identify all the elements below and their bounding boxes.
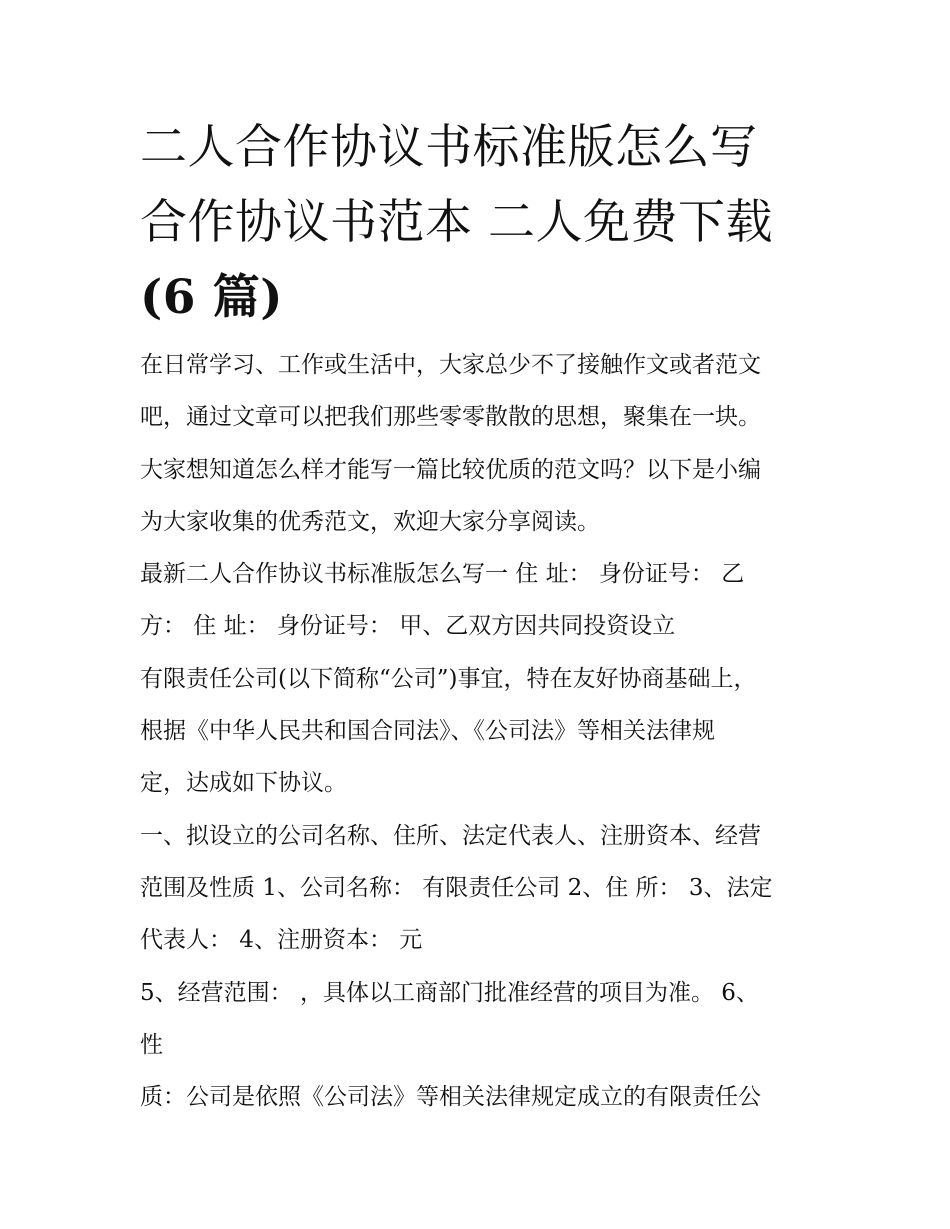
purpose-paragraph xyxy=(140,653,820,810)
business-scope-paragraph xyxy=(140,967,820,1072)
text-line: 范围及性质 1、公司名称： 有限责任公司 2、住 所： 3、法定 xyxy=(140,874,773,901)
text-line: 5、经营范围： ，具体以工商部门批准经营的项目为准。 6、 xyxy=(140,979,759,1006)
text-line: 吧，通过文章可以把我们那些零零散散的思想，聚集在一块。 xyxy=(140,404,761,431)
text-line: 质：公司是依照《公司法》等相关法律规定成立的有限责任公 xyxy=(140,1084,761,1111)
text-line: 大家想知道怎么样才能写一篇比较优质的范文吗？以下是小编 xyxy=(140,456,761,483)
text-line: 方： 住 址： 身份证号： 甲、乙双方因共同投资设立 xyxy=(140,613,676,640)
text-line: 性 xyxy=(140,1031,163,1058)
text-line: 定，达成如下协议。 xyxy=(140,770,347,797)
document-title xyxy=(140,110,820,335)
text-line: 一、拟设立的公司名称、住所、法定代表人、注册资本、经营 xyxy=(140,822,761,849)
document-page xyxy=(140,110,820,1123)
text-line: 有限责任公司(以下简称“公司”)事宜，特在友好协商基础上， xyxy=(140,665,757,692)
text-line: 为大家收集的优秀范文，欢迎大家分享阅读。 xyxy=(140,508,600,535)
title-line-3: (6 篇) xyxy=(140,270,284,325)
text-line: 代表人： 4、注册资本： 元 xyxy=(140,927,423,954)
nature-paragraph xyxy=(140,1071,820,1123)
title-line-2: 合作协议书范本 二人免费下载 xyxy=(140,195,773,250)
title-line-1: 二人合作协议书标准版怎么写 xyxy=(140,120,758,175)
intro-paragraph xyxy=(140,339,820,548)
text-line: 根据《中华人民共和国合同法》、《公司法》等相关法律规 xyxy=(140,718,715,745)
text-line: 在日常学习、工作或生活中，大家总少不了接触作文或者范文 xyxy=(140,352,761,378)
parties-paragraph xyxy=(140,548,820,653)
text-line: 最新二人合作协议书标准版怎么写一 住 址： 身份证号： 乙 xyxy=(140,561,745,588)
section-one-paragraph xyxy=(140,810,820,967)
